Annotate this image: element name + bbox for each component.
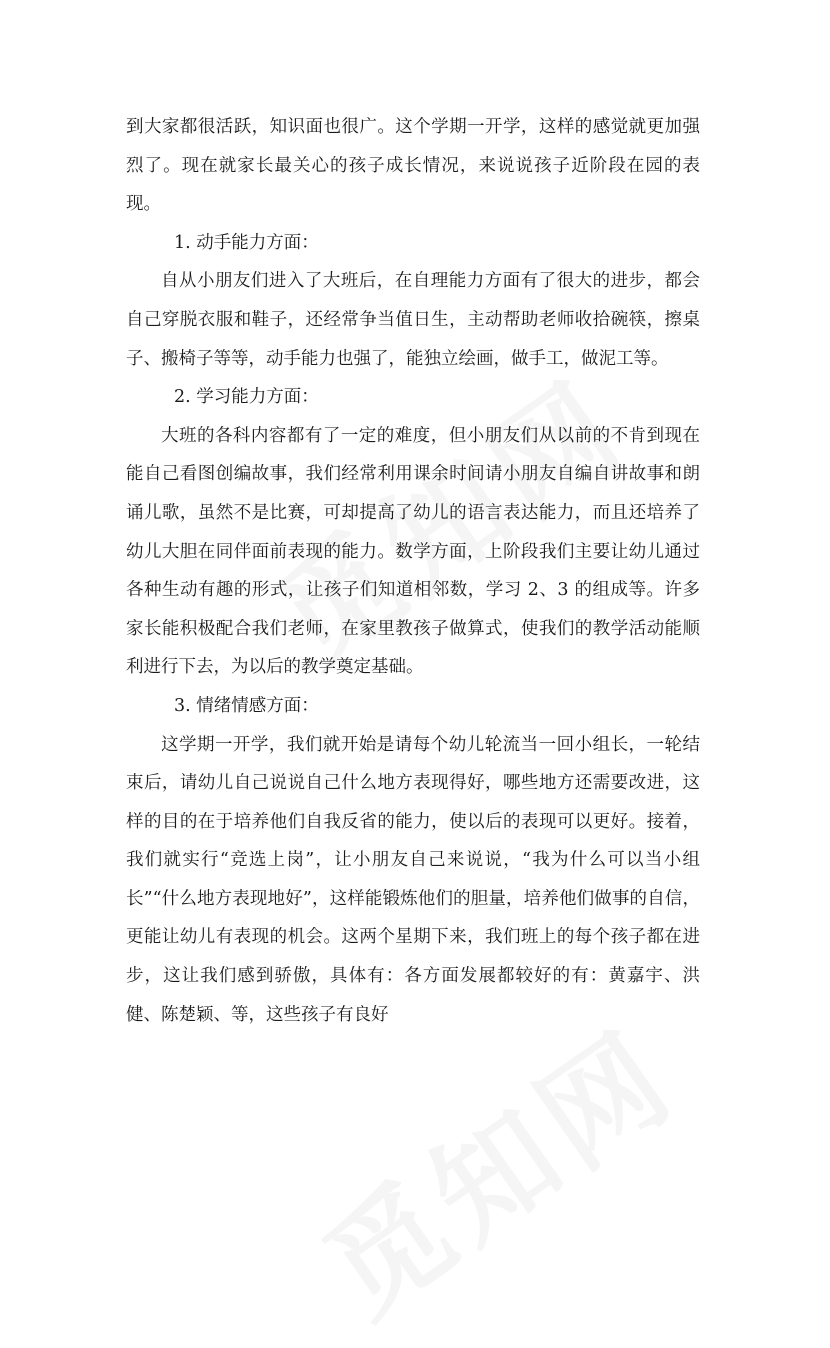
section-heading-learning: 2. 学习能力方面： xyxy=(174,387,319,408)
watermark xyxy=(286,984,704,1348)
paragraph-emotion: 这学期一开学，我们就开始是请每个幼儿轮流当一回小组长，一轮结束后，请幼儿自己说说自己什么地方表现得好，哪些地方还需要改进，这样的目的在于培养他们自我反省的能力，使以后的表现可以更好。接着，我们就实行“竞选上岗”，让小朋友自己来说说，“我为什么可以当小组长”“什么地方表现地好”，这样能锻炼他们的胆量，培养他们做事的自信，更能让幼儿有表现的机会。这两个星期下来，我们班上的每个孩子都在进步，这让我们感到骄傲，具体有：各方面发展都较好的有：黄嘉宇、洪健、陈楚颖、等，这些孩子有良好 xyxy=(126,734,700,1025)
section-heading-hands-on: 1. 动手能力方面： xyxy=(174,232,319,253)
section-heading-emotion: 3. 情绪情感方面： xyxy=(174,695,319,716)
paragraph-intro: 到大家都很活跃，知识面也很广。这个学期一开学，这样的感觉就更加强烈了。现在就家长最关心的孩子成长情况，来说说孩子近阶段在园的表现。 xyxy=(126,117,700,215)
paragraph-learning: 大班的各科内容都有了一定的难度，但小朋友们从以前的不肯到现在能自己看图创编故事，我们经常利用课余时间请小朋友自编自讲故事和朗诵儿歌，虽然不是比赛，可却提高了幼儿的语言表达能力，而且还培养了幼儿大胆在同伴面前表现的能力。数学方面，上阶段我们主要让幼儿通过各种生动有趣的形式，让孩子们知道相邻数，学习 2、3 的组成等。许多家长能积极配合我们老师，在家里教孩子做算式，使我们的教学活动能顺利进行下去，为以后的教学奠定基础。 xyxy=(126,425,700,678)
document-body xyxy=(126,108,700,1034)
paragraph-hands-on: 自从小朋友们进入了大班后，在自理能力方面有了很大的进步，都会自己穿脱衣服和鞋子，还经常争当值日生，主动帮助老师收拾碗筷，擦桌子、搬椅子等等，动手能力也强了，能独立绘画，做手工，做泥工等。 xyxy=(126,271,700,369)
